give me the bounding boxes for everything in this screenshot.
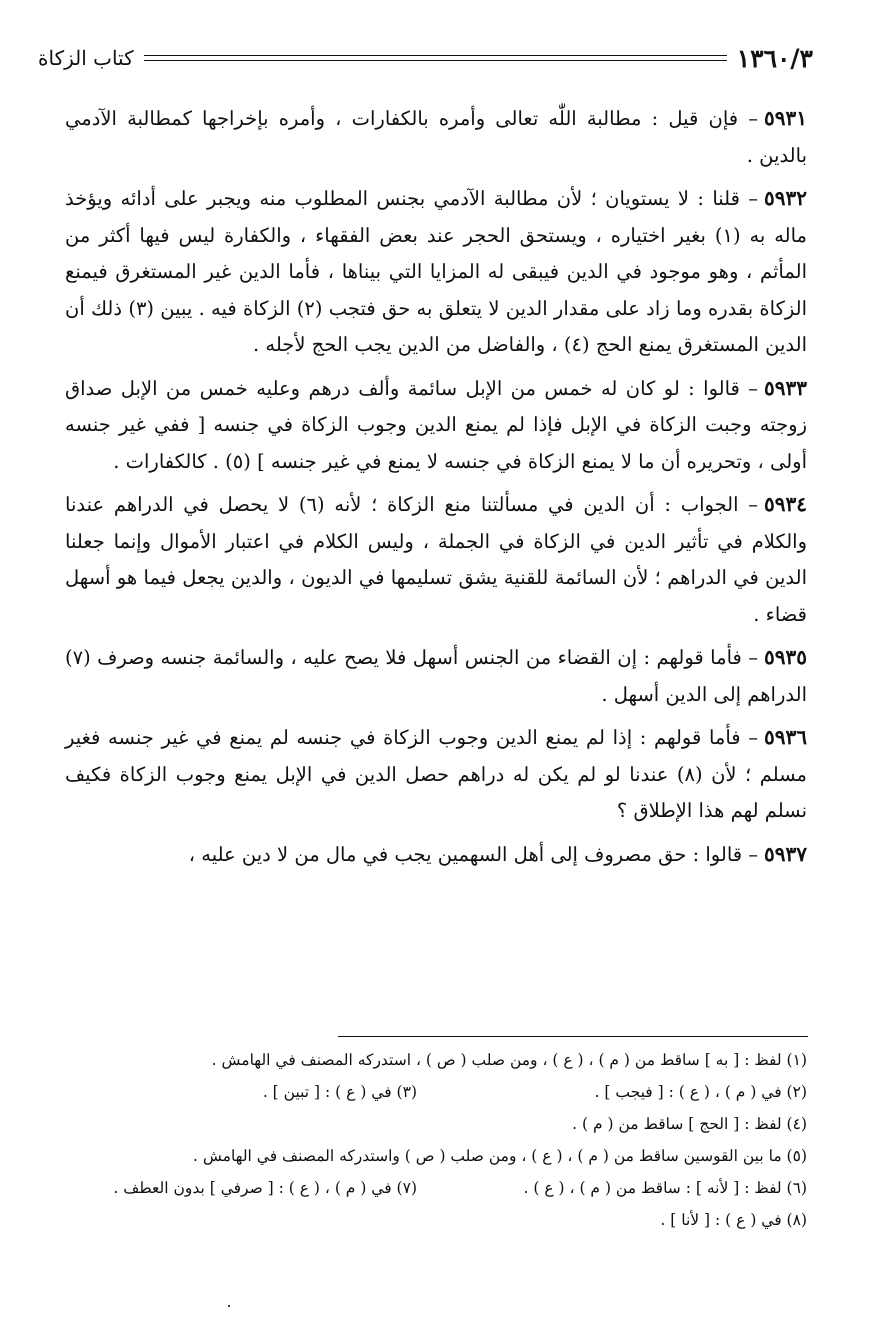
page-number: ١٣٦٠/٣	[736, 43, 813, 73]
header-rule	[144, 55, 727, 61]
paragraph-text: – فإن قيل : مطالبة اللّٰه تعالى وأمره بالكفارات ، وأمره بإخراجها كمطالبة الآدمي بالدين .	[65, 107, 807, 167]
paragraph-text: – قالوا : لو كان له خمس من الإبل سائمة وألف درهم وعليه خمس من الإبل صداق زوجته وجبت الزكاة في الإبل فإذا لم يمنع الدين وجوب الزكاة في جنسه [ ففي غير جنسه أولى ، وتحريره أن ما لا يمنع الزكاة في جنسه لا يمنع في غير جنسه ] (٥) . كالكفارات .	[65, 376, 807, 473]
footnote-separator	[338, 1036, 808, 1037]
footnote-row	[58, 1172, 807, 1204]
paragraph	[65, 370, 807, 481]
paragraph-number: ٥٩٣٣	[764, 375, 807, 400]
paragraph	[65, 639, 807, 713]
paragraph-text: – قلنا : لا يستويان ؛ لأن مطالبة الآدمي بجنس المطلوب منه ويجبر على أدائه ويؤخذ ماله به (١) بغير اختياره ، ويستحق الحجر عند بعض الفقهاء ، والكفارة ليس فيها أكثر من المأثم ، وهو موجود في الدين فيبقى له المزايا التي بيناها ، فأما الدين غير المستغرق فيمنع الزكاة بقدره وما زاد على مقدار الدين لا يتعلق به حق فتجب (٢) الزكاة فيه . يبين (٣) ذلك أن الدين المستغرق يمنع الحج (٤) ، والفاضل من الدين يجب الحج لأجله .	[65, 187, 808, 356]
footnote-6: (٦) لفظ : [ لأنه ] : ساقط من ( م ) ، ( ع ) .	[523, 1179, 807, 1197]
footnotes	[58, 1044, 807, 1236]
paragraph-text: – الجواب : أن الدين في مسألتنا منع الزكاة ؛ لأنه (٦) لا يحصل في الدراهم عندنا والكلام في تأثير الدين في الزكاة في الجملة ، وليس الكلام في اعتبار الأموال وإنما جعلنا الدين في الدراهم ؛ لأن السائمة للقنية يشق تسليمها في الديون ، والدين يجعل فيما هو أسهل قضاء .	[65, 493, 807, 626]
paragraph-text: – فأما قولهم : إن القضاء من الجنس أسهل فلا يصح عليه ، والسائمة جنسه وصرف (٧) الدراهم إلى الدين أسهل .	[65, 646, 807, 706]
paragraph	[65, 836, 807, 874]
footnote-5: (٥) ما بين القوسين ساقط من ( م ) ، ( ع ) ، ومن صلب ( ص ) واستدركه المصنف في الهامش .	[193, 1147, 807, 1165]
page-header	[38, 38, 813, 78]
scan-speck	[228, 1305, 230, 1307]
paragraph-number: ٥٩٣١	[764, 106, 807, 130]
paragraph-number: ٥٩٣٧	[764, 841, 807, 866]
paragraph-number: ٥٩٣٤	[764, 492, 807, 516]
footnote-4: (٤) لفظ : [ الحج ] ساقط من ( م ) .	[572, 1115, 807, 1133]
main-text	[65, 100, 807, 879]
paragraph-text: – قالوا : حق مصروف إلى أهل السهمين يجب في مال من لا دين عليه ،	[188, 842, 759, 866]
footnote-2: (٢) في ( م ) ، ( ع ) : [ فيجب ] .	[594, 1083, 807, 1101]
running-title: كتاب الزكاة	[38, 46, 134, 70]
paragraph-number: ٥٩٣٥	[764, 645, 807, 669]
paragraph-number: ٥٩٣٦	[764, 725, 807, 749]
paragraph	[65, 180, 807, 364]
footnote-1: (١) لفظ : [ به ] ساقط من ( م ) ، ( ع ) ، ومن صلب ( ص ) ، استدركه المصنف في الهامش .	[211, 1051, 807, 1069]
footnote-3: (٣) في ( ع ) : [ تبين ] .	[262, 1083, 417, 1101]
paragraph-number: ٥٩٣٢	[764, 186, 807, 210]
paragraph	[65, 100, 807, 174]
paragraph	[65, 486, 807, 633]
footnote-8: (٨) في ( ع ) : [ لأنا ] .	[660, 1211, 807, 1229]
paragraph	[65, 719, 807, 830]
footnote-row	[58, 1076, 807, 1108]
footnote-7: (٧) في ( م ) ، ( ع ) : [ صرفي ] بدون العطف .	[113, 1179, 417, 1197]
paragraph-text: – فأما قولهم : إذا لم يمنع الدين وجوب الزكاة في جنسه لم يمنع في غير جنسه فغير مسلم ؛ لأن (٨) عندنا لو لم يكن له دراهم حصل الدين في الإبل يمنع وجوب الزكاة فكيف نسلم لهم هذا الإطلاق ؟	[65, 726, 807, 822]
